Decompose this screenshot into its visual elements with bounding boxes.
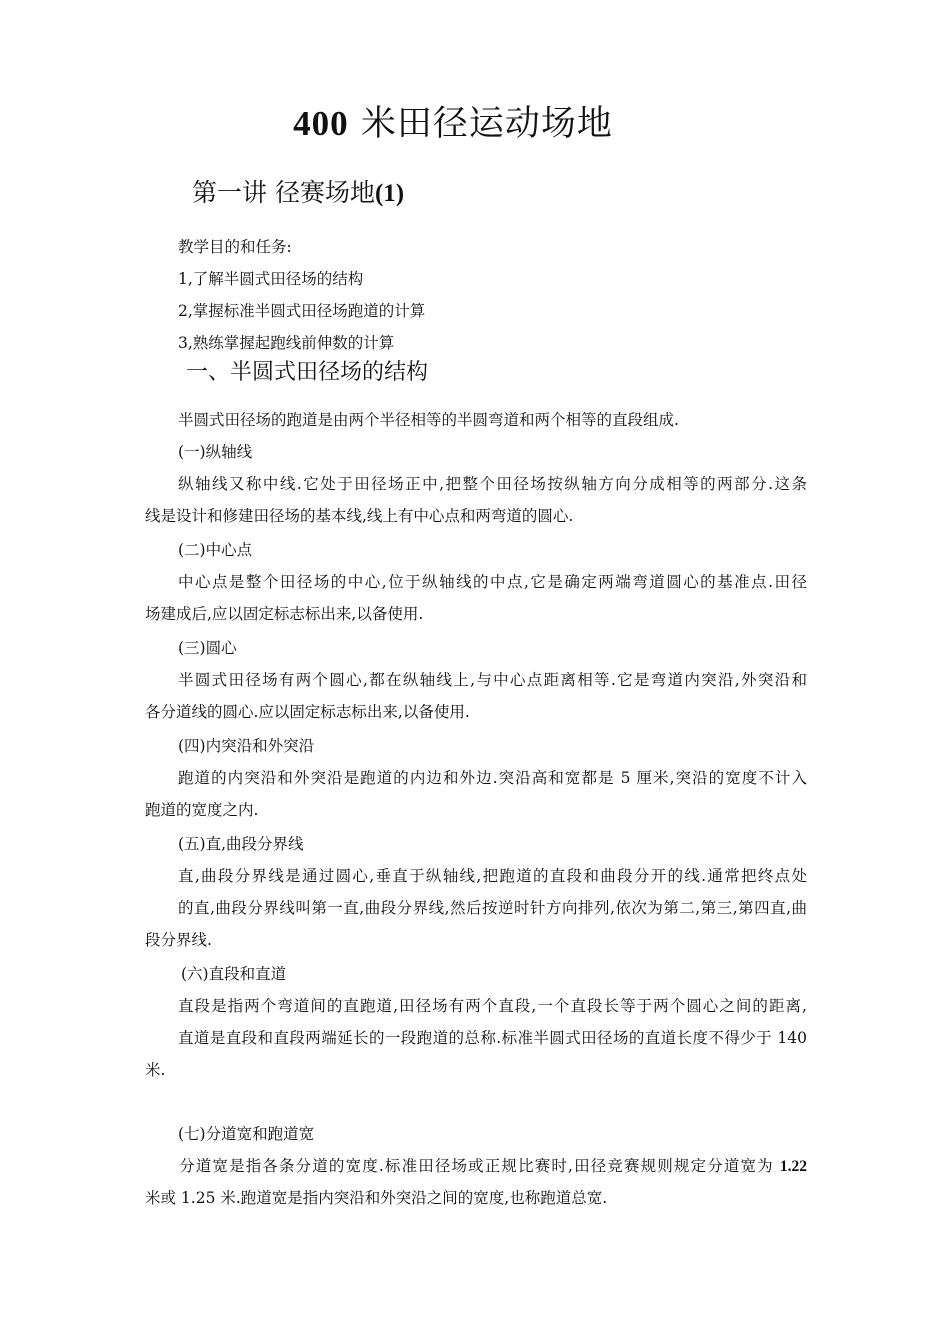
paragraph-line: 直,曲段分界线是通过圆心,垂直于纵轴线,把跑道的直段和曲段分开的线.通常把终点处 bbox=[178, 867, 807, 885]
paragraph-line: 直道是直段和直段两端延长的一段跑道的总称.标准半圆式田径场的直道长度不得少于 140 bbox=[178, 1029, 807, 1047]
paragraph-line: 段分界线. bbox=[145, 931, 212, 949]
paragraph-text: 分道宽是指各条分道的宽度.标准田径场或正规比赛时,田径竞赛规则规定分道宽为 bbox=[178, 1157, 774, 1175]
paragraph-line: 各分道线的圆心.应以固定标志标出来,以备使用. bbox=[145, 703, 470, 721]
subsection-heading: (六)直段和直道 bbox=[181, 965, 287, 983]
paragraph-line: 米. bbox=[145, 1061, 166, 1079]
objective-item: 1,了解半圆式田径场的结构 bbox=[178, 270, 364, 288]
lecture-number: (1) bbox=[374, 180, 405, 207]
paragraph-line bbox=[145, 1155, 807, 1178]
paragraph-line: 纵轴线又称中线.它处于田径场正中,把整个田径场按纵轴方向分成相等的两部分.这条 bbox=[178, 475, 807, 493]
subsection-heading: (三)圆心 bbox=[178, 639, 237, 657]
lecture-heading bbox=[192, 175, 404, 212]
paragraph-line: 跑道的宽度之内. bbox=[145, 801, 259, 819]
section-heading: 一、半圆式田径场的结构 bbox=[186, 360, 429, 385]
paragraph-line: 半圆式田径场有两个圆心,都在纵轴线上,与中心点距离相等.它是弯道内突沿,外突沿和 bbox=[178, 671, 807, 689]
paragraph-line: 跑道的内突沿和外突沿是跑道的内边和外边.突沿高和宽都是 5 厘米,突沿的宽度不计入 bbox=[178, 769, 807, 787]
paragraph-line: 米或 1.25 米.跑道宽是指内突沿和外突沿之间的宽度,也称跑道总宽. bbox=[145, 1189, 608, 1207]
subsection-heading: (一)纵轴线 bbox=[178, 443, 253, 461]
paragraph-line: 场建成后,应以固定标志标出来,以备使用. bbox=[145, 605, 424, 623]
objective-item: 2,掌握标准半圆式田径场跑道的计算 bbox=[178, 302, 426, 320]
document-title bbox=[0, 100, 906, 148]
subsection-heading: (七)分道宽和跑道宽 bbox=[178, 1125, 315, 1143]
objectives-heading: 教学目的和任务: bbox=[178, 238, 292, 256]
subsection-heading: (四)内突沿和外突沿 bbox=[178, 737, 315, 755]
paragraph-line: 的直,曲段分界线叫第一直,曲段分界线,然后按逆时针方向排列,依次为第二,第三,第四直,曲 bbox=[178, 899, 807, 917]
paragraph-line: 中心点是整个田径场的中心,位于纵轴线的中点,它是确定两端弯道圆心的基准点.田径 bbox=[178, 573, 807, 591]
title-text: 米田径运动场地 bbox=[360, 104, 613, 144]
lecture-text: 第一讲 径赛场地 bbox=[192, 178, 375, 207]
paragraph-line: 直段是指两个弯道间的直跑道,田径场有两个直段,一个直段长等于两个圆心之间的距离, bbox=[178, 997, 807, 1015]
lane-width-value: 1.22 bbox=[779, 1158, 807, 1175]
intro-paragraph: 半圆式田径场的跑道是由两个半径相等的半圆弯道和两个相等的直段组成. bbox=[178, 411, 679, 429]
objective-item: 3,熟练掌握起跑线前伸数的计算 bbox=[178, 334, 395, 352]
subsection-heading: (二)中心点 bbox=[178, 541, 253, 559]
paragraph-line: 线是设计和修建田径场的基本线,线上有中心点和两弯道的圆心. bbox=[145, 507, 574, 525]
title-number: 400 bbox=[293, 104, 349, 143]
subsection-heading: (五)直,曲段分界线 bbox=[178, 835, 304, 853]
